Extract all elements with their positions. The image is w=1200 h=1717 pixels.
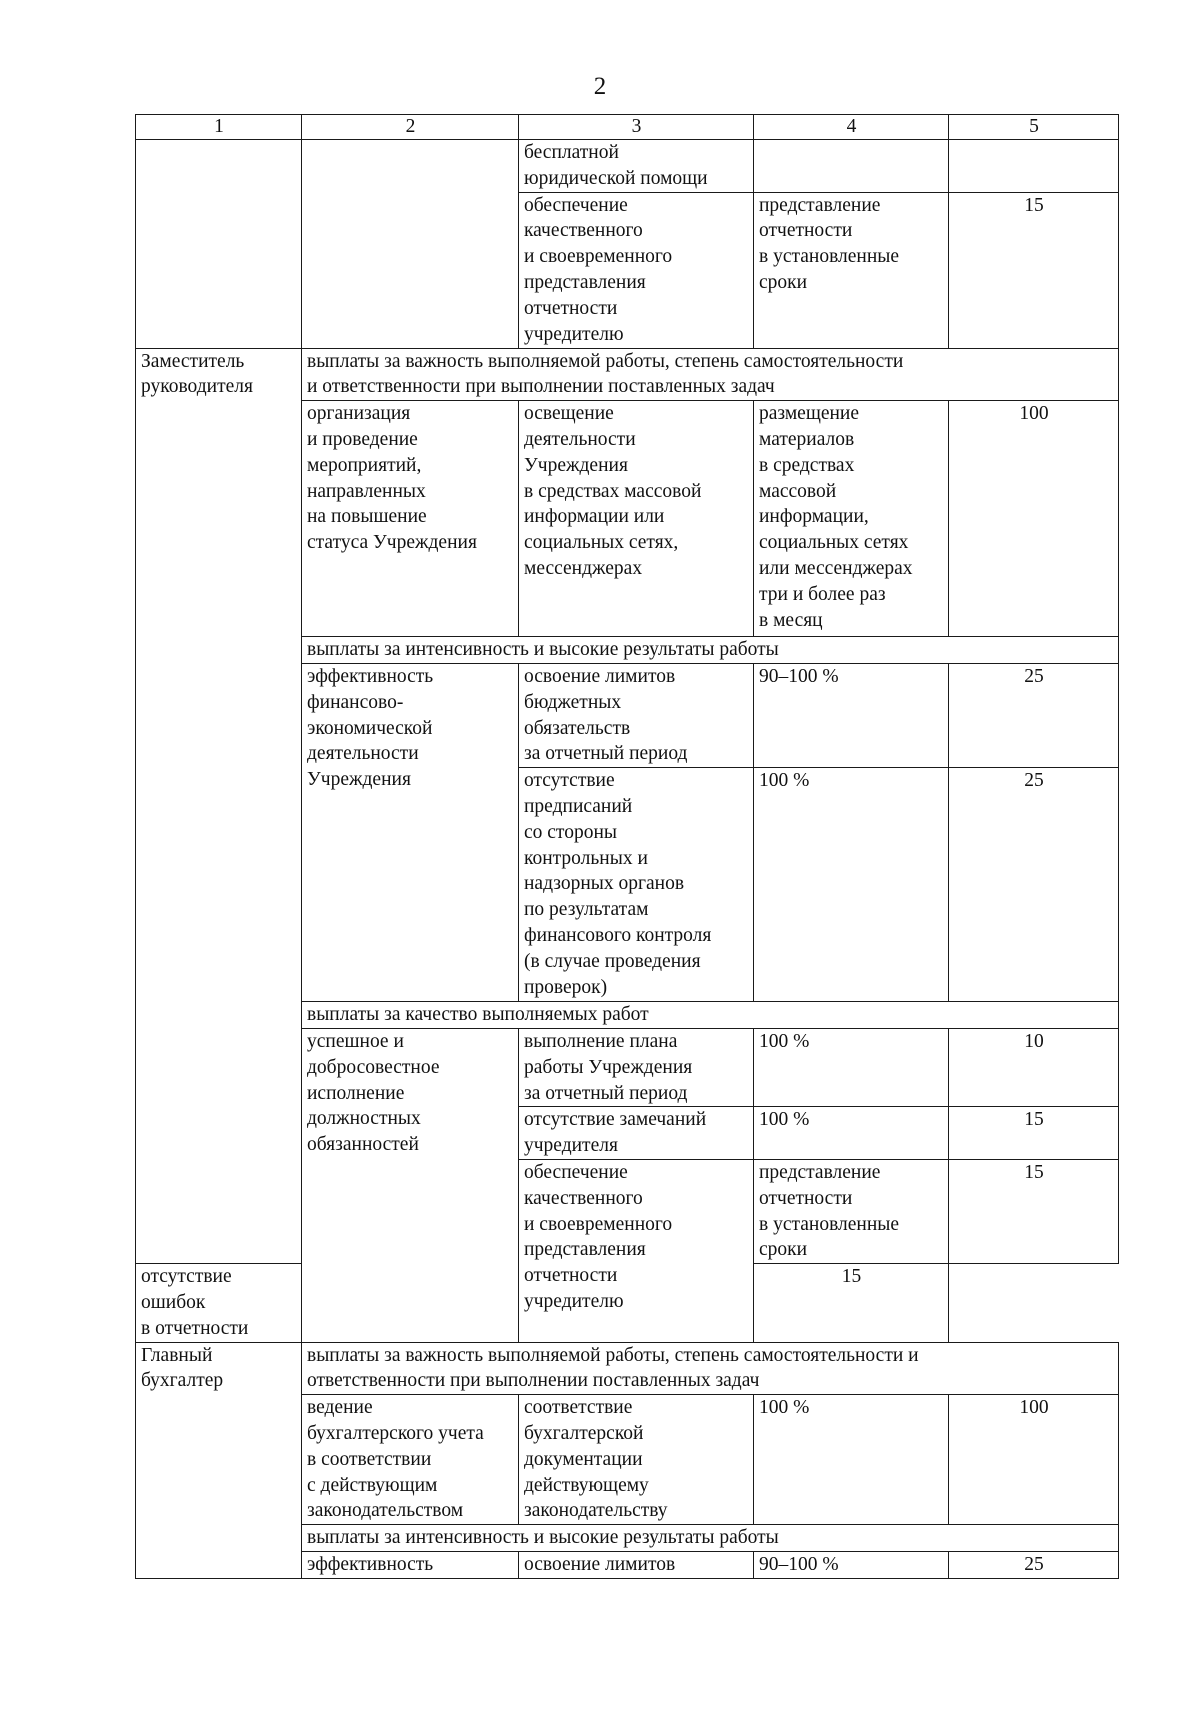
amount-cell: 100 xyxy=(949,1395,1119,1525)
condition-cell: представление отчетности в установленные сроки xyxy=(754,192,949,348)
payment-group-title: выплаты за важность выполняемой работы, степень самостоятельности и ответственности при выполнении поставленных задач xyxy=(302,1342,1119,1395)
condition-cell: 90–100 % xyxy=(754,663,949,767)
amount-cell: 15 xyxy=(754,1264,949,1342)
indicator-cell: бесплатной юридической помощи xyxy=(519,140,754,193)
column-header: 3 xyxy=(519,115,754,140)
condition-cell: 100 % xyxy=(754,1028,949,1106)
amount-cell: 10 xyxy=(949,1028,1119,1106)
condition-cell: 100 % xyxy=(754,1395,949,1525)
criteria-table xyxy=(135,114,1119,1579)
amount-cell: 100 xyxy=(949,401,1119,637)
position-cell-chief-accountant: Главный бухгалтер xyxy=(136,1342,302,1578)
column-header: 5 xyxy=(949,115,1119,140)
position-cell xyxy=(136,140,302,349)
indicator-cell: обеспечение качественного и своевременного представления отчетности учредителю xyxy=(519,192,754,348)
indicator-cell: обеспечение качественного и своевременного представления отчетности учредителю xyxy=(519,1159,754,1342)
condition-cell xyxy=(754,140,949,193)
payment-group-title: выплаты за важность выполняемой работы, степень самостоятельности и ответственности при выполнении поставленных задач xyxy=(302,348,1119,401)
criteria-cell: эффективность xyxy=(302,1551,519,1578)
amount-cell: 25 xyxy=(949,663,1119,767)
condition-cell: 100 % xyxy=(754,768,949,1002)
indicator-cell: освещение деятельности Учреждения в средствах массовой информации или социальных сетях, мессенджерах xyxy=(519,401,754,637)
page-number: 2 xyxy=(593,73,607,100)
indicator-cell: соответствие бухгалтерской документации действующему законодательству xyxy=(519,1395,754,1525)
table-row xyxy=(136,140,1119,193)
group-title-row xyxy=(136,1342,1119,1395)
amount-cell: 25 xyxy=(949,768,1119,1002)
amount-cell: 25 xyxy=(949,1551,1119,1578)
amount-cell: 15 xyxy=(949,1107,1119,1160)
condition-cell: 100 % xyxy=(754,1107,949,1160)
indicator-cell: освоение лимитов xyxy=(519,1551,754,1578)
payment-group-title: выплаты за интенсивность и высокие результаты работы xyxy=(302,637,1119,664)
amount-cell: 15 xyxy=(949,1159,1119,1263)
payment-group-title: выплаты за качество выполняемых работ xyxy=(302,1002,1119,1029)
indicator-cell: отсутствие предписаний со стороны контрольных и надзорных органов по результатам финансового контроля (в случае проведения проверок) xyxy=(519,768,754,1002)
column-header: 1 xyxy=(136,115,302,140)
table-header-row xyxy=(136,115,1119,140)
column-header: 2 xyxy=(302,115,519,140)
indicator-cell: отсутствие замечаний учредителя xyxy=(519,1107,754,1160)
position-cell-deputy: Заместитель руководителя xyxy=(136,348,302,1264)
criteria-cell: эффективность финансово- экономической деятельности Учреждения xyxy=(302,663,519,1001)
condition-cell: отсутствие ошибок в отчетности xyxy=(136,1264,302,1342)
indicator-cell: освоение лимитов бюджетных обязательств за отчетный период xyxy=(519,663,754,767)
condition-cell: представление отчетности в установленные сроки xyxy=(754,1159,949,1263)
criteria-cell: успешное и добросовестное исполнение должностных обязанностей xyxy=(302,1028,519,1342)
condition-cell: 90–100 % xyxy=(754,1551,949,1578)
criteria-cell xyxy=(302,140,519,349)
amount-cell: 15 xyxy=(949,192,1119,348)
group-title-row xyxy=(136,348,1119,401)
indicator-cell: выполнение плана работы Учреждения за отчетный период xyxy=(519,1028,754,1106)
condition-cell: размещение материалов в средствах массовой информации, социальных сетях или мессенджерах три и более раз в месяц xyxy=(754,401,949,637)
criteria-cell: организация и проведение мероприятий, направленных на повышение статуса Учреждения xyxy=(302,401,519,637)
criteria-cell: ведение бухгалтерского учета в соответствии с действующим законодательством xyxy=(302,1395,519,1525)
column-header: 4 xyxy=(754,115,949,140)
amount-cell xyxy=(949,140,1119,193)
payment-group-title: выплаты за интенсивность и высокие результаты работы xyxy=(302,1525,1119,1552)
